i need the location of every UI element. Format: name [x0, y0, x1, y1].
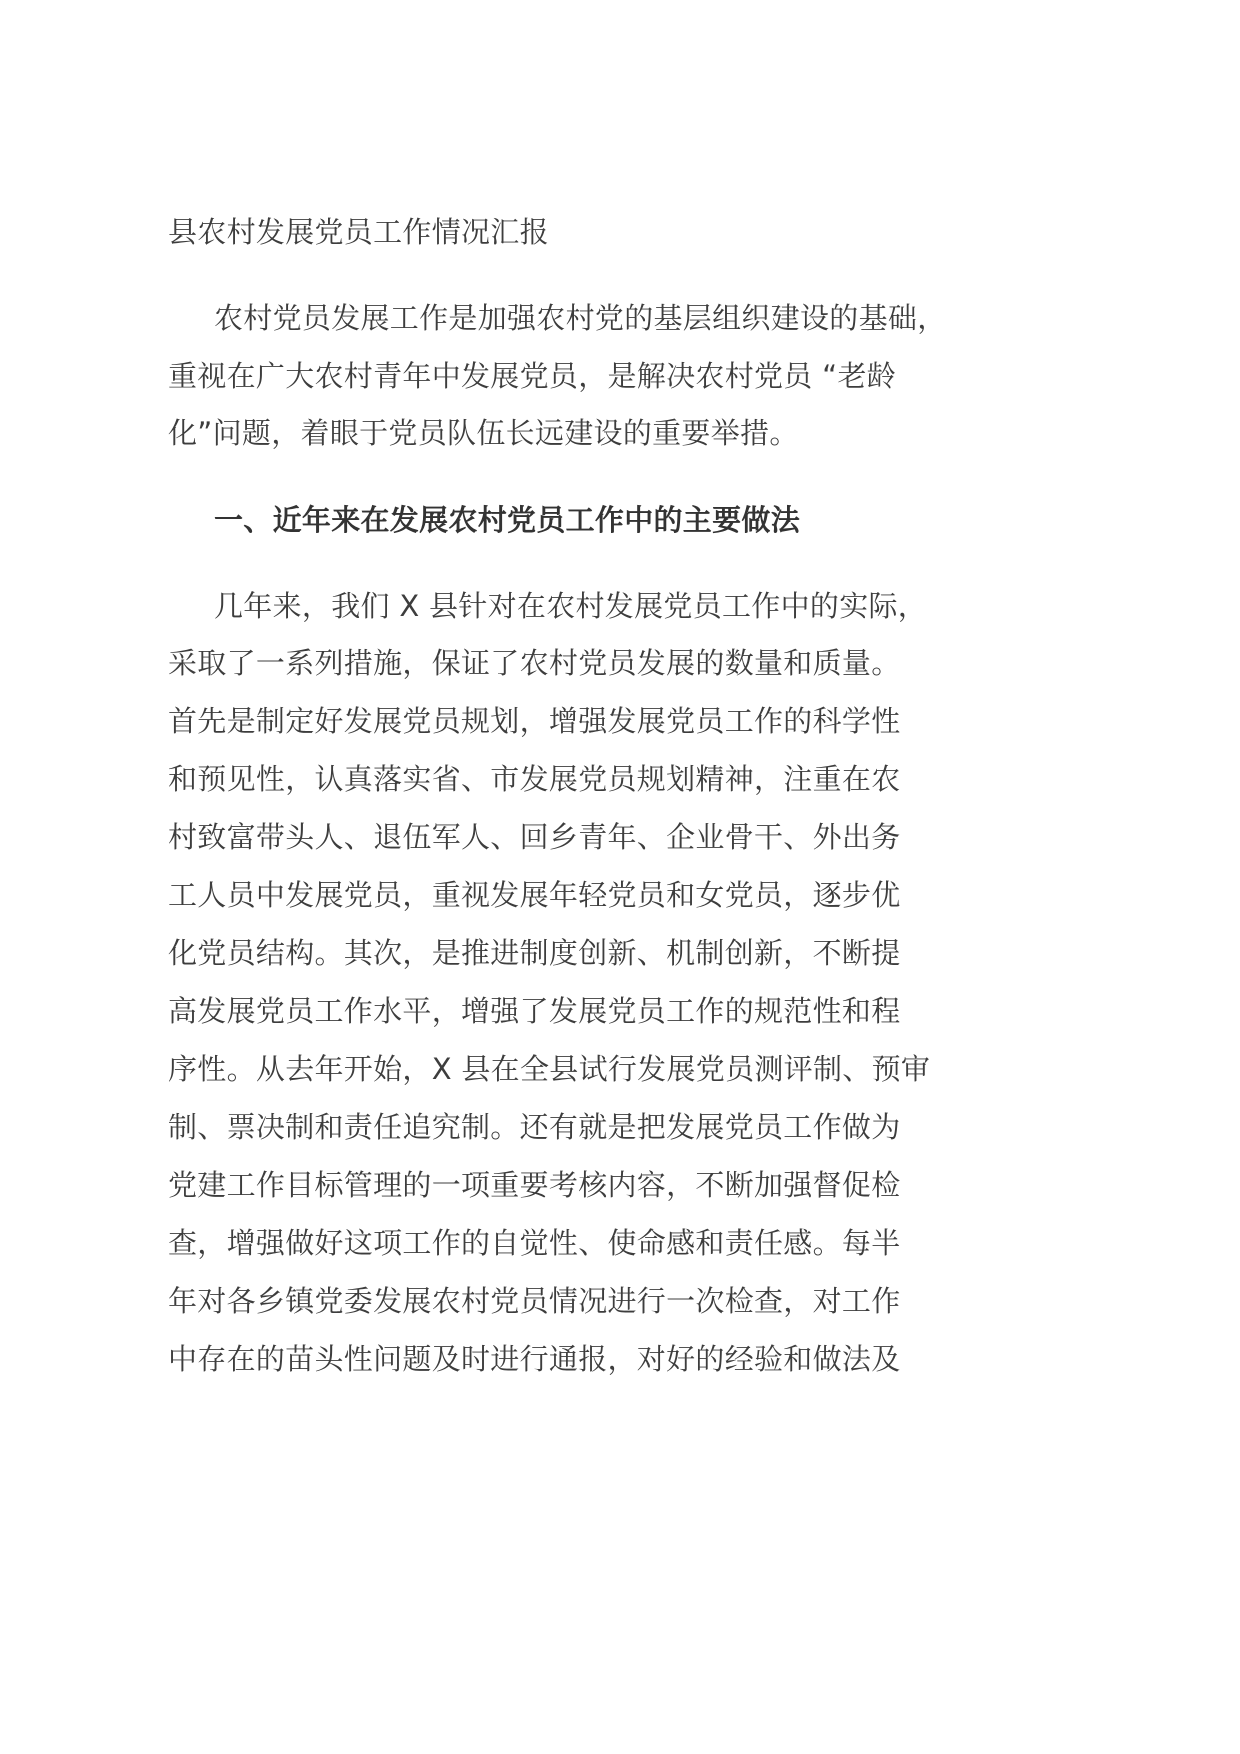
- body-line: 中存在的苗头性问题及时进行通报，对好的经验和做法及: [168, 1342, 901, 1376]
- intro-line: 重视在广大农村青年中发展党员，是解决农村党员 “老龄: [168, 359, 897, 393]
- body-line: 高发展党员工作水平，增强了发展党员工作的规范性和程: [168, 994, 901, 1028]
- body-line: 党建工作目标管理的一项重要考核内容，不断加强督促检: [168, 1168, 901, 1202]
- body-line: 几年来，我们 X 县针对在农村发展党员工作中的实际，: [214, 589, 928, 623]
- intro-line: 化”问题，着眼于党员队伍长远建设的重要举措。: [168, 416, 799, 450]
- body-line: 制、票决制和责任追究制。还有就是把发展党员工作做为: [168, 1110, 901, 1144]
- body-line: 采取了一系列措施，保证了农村党员发展的数量和质量。: [168, 646, 901, 680]
- section-heading: 一、近年来在发展农村党员工作中的主要做法: [214, 503, 801, 537]
- body-line: 和预见性，认真落实省、市发展党员规划精神，注重在农: [168, 762, 901, 796]
- body-line: 化党员结构。其次，是推进制度创新、机制创新，不断提: [168, 936, 901, 970]
- body-line: 工人员中发展党员，重视发展年轻党员和女党员，逐步优: [168, 878, 901, 912]
- body-line: 首先是制定好发展党员规划，增强发展党员工作的科学性: [168, 704, 901, 738]
- body-line: 村致富带头人、退伍军人、回乡青年、企业骨干、外出务: [168, 820, 901, 854]
- intro-line: 农村党员发展工作是加强农村党的基层组织建设的基础，: [214, 301, 947, 335]
- body-line: 年对各乡镇党委发展农村党员情况进行一次检查，对工作: [168, 1284, 901, 1318]
- document-title: 县农村发展党员工作情况汇报: [168, 215, 549, 249]
- body-line: 序性。从去年开始，X 县在全县试行发展党员测评制、预审: [168, 1052, 931, 1086]
- body-line: 查，增强做好这项工作的自觉性、使命感和责任感。每半: [168, 1226, 901, 1260]
